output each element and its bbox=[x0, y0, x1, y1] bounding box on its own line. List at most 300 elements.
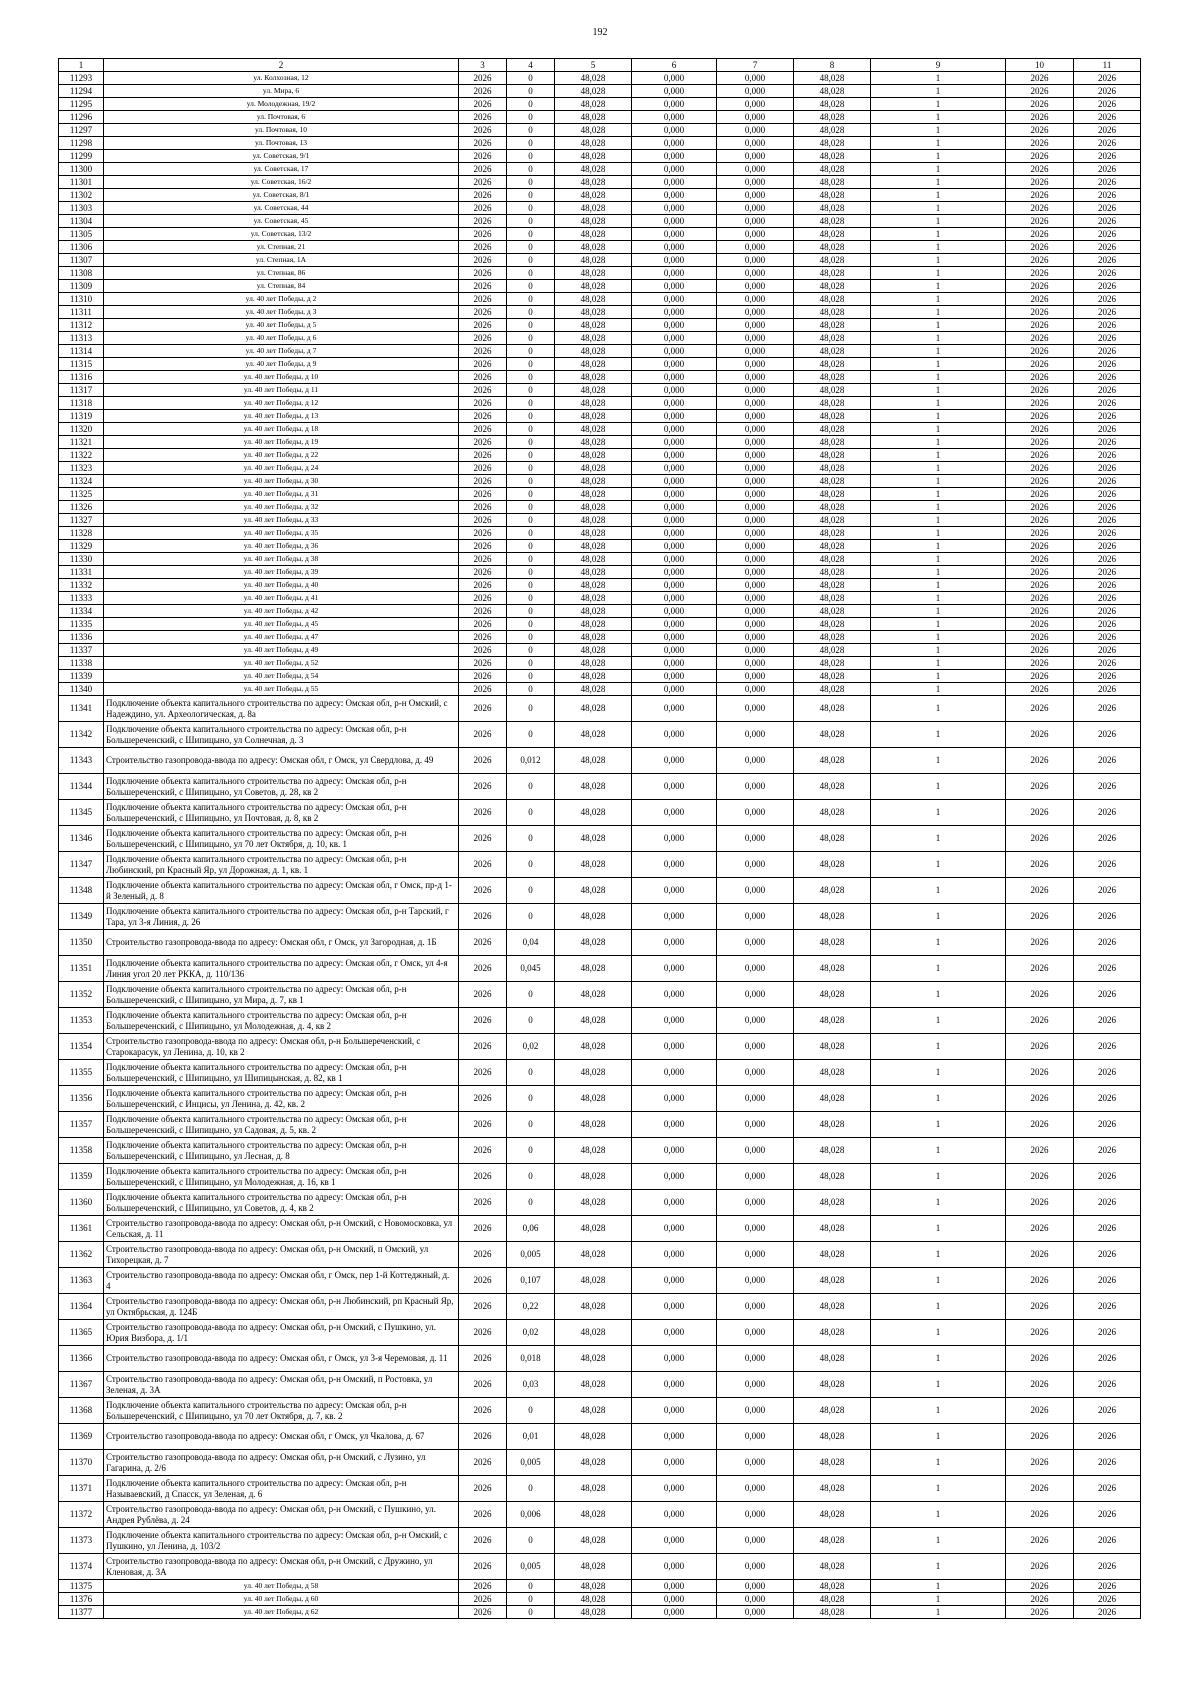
table-cell: 0,000 bbox=[632, 800, 717, 826]
table-cell: 0 bbox=[507, 241, 555, 254]
table-cell: 0,000 bbox=[717, 683, 794, 696]
table-cell: 2026 bbox=[459, 1294, 507, 1320]
table-cell: 1 bbox=[871, 852, 1006, 878]
table-cell: 0,006 bbox=[507, 1502, 555, 1528]
table-cell: 2026 bbox=[459, 748, 507, 774]
table-cell: 48,028 bbox=[555, 878, 632, 904]
table-cell: 0,22 bbox=[507, 1294, 555, 1320]
table-cell: 48,028 bbox=[555, 111, 632, 124]
table-cell: 0,000 bbox=[632, 345, 717, 358]
table-cell: 1 bbox=[871, 319, 1006, 332]
table-row bbox=[59, 631, 1141, 644]
table-cell: 0,000 bbox=[632, 514, 717, 527]
table-cell: 2026 bbox=[459, 1060, 507, 1086]
table-cell: 0 bbox=[507, 1008, 555, 1034]
table-cell: 2026 bbox=[1074, 1008, 1141, 1034]
table-cell: 0,000 bbox=[717, 163, 794, 176]
address-cell: ул. 40 лет Победы, д 38 bbox=[104, 553, 459, 566]
table-cell: 11340 bbox=[59, 683, 104, 696]
table-cell: 0 bbox=[507, 1606, 555, 1619]
table-cell: 0,000 bbox=[717, 1190, 794, 1216]
table-cell: 0,000 bbox=[632, 254, 717, 267]
table-cell: 1 bbox=[871, 163, 1006, 176]
table-cell: 0,000 bbox=[717, 306, 794, 319]
table-cell: 11360 bbox=[59, 1190, 104, 1216]
table-cell: 0,000 bbox=[717, 1502, 794, 1528]
address-cell: Подключение объекта капитального строительства по адресу: Омская обл, р-н Омский, с Пушкино, ул Ленина, д. 103/2 bbox=[104, 1528, 459, 1554]
table-cell: 0,000 bbox=[632, 85, 717, 98]
table-cell: 2026 bbox=[1074, 332, 1141, 345]
table-cell: 0 bbox=[507, 618, 555, 631]
table-cell: 0,000 bbox=[717, 358, 794, 371]
table-row bbox=[59, 137, 1141, 150]
table-cell: 0,000 bbox=[717, 137, 794, 150]
table-cell: 2026 bbox=[1006, 202, 1074, 215]
table-cell: 48,028 bbox=[794, 930, 871, 956]
table-cell: 48,028 bbox=[794, 1086, 871, 1112]
table-cell: 0,000 bbox=[632, 1528, 717, 1554]
table-cell: 0,000 bbox=[717, 1112, 794, 1138]
table-cell: 0,000 bbox=[717, 280, 794, 293]
table-cell: 1 bbox=[871, 800, 1006, 826]
header-cell: 9 bbox=[871, 59, 1006, 72]
table-cell: 2026 bbox=[1074, 722, 1141, 748]
table-cell: 0,000 bbox=[717, 423, 794, 436]
table-cell: 0 bbox=[507, 332, 555, 345]
table-cell: 0 bbox=[507, 319, 555, 332]
table-cell: 0 bbox=[507, 475, 555, 488]
table-cell: 0 bbox=[507, 137, 555, 150]
table-cell: 48,028 bbox=[555, 605, 632, 618]
table-cell: 0,000 bbox=[717, 748, 794, 774]
table-cell: 2026 bbox=[1006, 657, 1074, 670]
table-cell: 48,028 bbox=[794, 904, 871, 930]
table-cell: 1 bbox=[871, 670, 1006, 683]
table-cell: 11322 bbox=[59, 449, 104, 462]
table-cell: 11342 bbox=[59, 722, 104, 748]
table-cell: 48,028 bbox=[555, 501, 632, 514]
table-cell: 1 bbox=[871, 176, 1006, 189]
table-cell: 2026 bbox=[459, 488, 507, 501]
table-cell: 2026 bbox=[1074, 1554, 1141, 1580]
table-cell: 2026 bbox=[1006, 501, 1074, 514]
table-cell: 0,000 bbox=[717, 371, 794, 384]
table-cell: 2026 bbox=[1074, 111, 1141, 124]
table-cell: 0 bbox=[507, 1476, 555, 1502]
address-cell: ул. Мира, 6 bbox=[104, 85, 459, 98]
table-cell: 48,028 bbox=[555, 371, 632, 384]
table-cell: 0 bbox=[507, 228, 555, 241]
table-cell: 0,000 bbox=[632, 501, 717, 514]
table-row bbox=[59, 644, 1141, 657]
table-row bbox=[59, 1216, 1141, 1242]
table-cell: 2026 bbox=[1074, 397, 1141, 410]
table-cell: 0,000 bbox=[717, 1398, 794, 1424]
table-cell: 1 bbox=[871, 878, 1006, 904]
table-cell: 2026 bbox=[1074, 800, 1141, 826]
table-cell: 11343 bbox=[59, 748, 104, 774]
table-cell: 1 bbox=[871, 215, 1006, 228]
table-cell: 0 bbox=[507, 449, 555, 462]
table-row bbox=[59, 553, 1141, 566]
table-cell: 0,000 bbox=[632, 358, 717, 371]
address-cell: ул. 40 лет Победы, д 55 bbox=[104, 683, 459, 696]
address-cell: Подключение объекта капитального строительства по адресу: Омская обл, р-н Называевский, д Спасск, ул Зеленая, д. 6 bbox=[104, 1476, 459, 1502]
table-cell: 0 bbox=[507, 644, 555, 657]
address-cell: Строительство газопровода-ввода по адресу: Омская обл, г Омск, ул Чкалова, д. 67 bbox=[104, 1424, 459, 1450]
table-cell: 0,000 bbox=[632, 267, 717, 280]
table-cell: 0,000 bbox=[717, 176, 794, 189]
table-cell: 1 bbox=[871, 293, 1006, 306]
table-cell: 11301 bbox=[59, 176, 104, 189]
table-cell: 0 bbox=[507, 488, 555, 501]
table-row bbox=[59, 1034, 1141, 1060]
table-cell: 48,028 bbox=[794, 150, 871, 163]
table-cell: 0,000 bbox=[632, 1593, 717, 1606]
table-row bbox=[59, 1086, 1141, 1112]
table-body bbox=[59, 72, 1141, 1619]
table-cell: 2026 bbox=[459, 1606, 507, 1619]
table-cell: 1 bbox=[871, 1372, 1006, 1398]
table-cell: 2026 bbox=[1074, 1398, 1141, 1424]
table-cell: 48,028 bbox=[794, 280, 871, 293]
table-row bbox=[59, 332, 1141, 345]
table-cell: 2026 bbox=[459, 826, 507, 852]
address-cell: Подключение объекта капитального строительства по адресу: Омская обл, р-н Омский, с Надеждино, ул. Археологическая, д. 8а bbox=[104, 696, 459, 722]
table-cell: 2026 bbox=[1074, 956, 1141, 982]
table-cell: 48,028 bbox=[555, 1450, 632, 1476]
address-cell: Подключение объекта капитального строительства по адресу: Омская обл, р-н Большереченский, с Шипицыно, ул Советов, д. 28, кв 2 bbox=[104, 774, 459, 800]
table-cell: 0,000 bbox=[717, 1346, 794, 1372]
table-cell: 11309 bbox=[59, 280, 104, 293]
table-cell: 2026 bbox=[459, 176, 507, 189]
table-cell: 11311 bbox=[59, 306, 104, 319]
table-cell: 1 bbox=[871, 332, 1006, 345]
address-cell: ул. Советская, 16/2 bbox=[104, 176, 459, 189]
table-cell: 2026 bbox=[459, 1346, 507, 1372]
table-cell: 48,028 bbox=[555, 774, 632, 800]
table-cell: 1 bbox=[871, 1086, 1006, 1112]
table-cell: 0,000 bbox=[632, 1346, 717, 1372]
table-cell: 48,028 bbox=[555, 1112, 632, 1138]
table-cell: 0,000 bbox=[717, 345, 794, 358]
table-cell: 1 bbox=[871, 696, 1006, 722]
table-cell: 0,000 bbox=[632, 436, 717, 449]
table-cell: 0 bbox=[507, 254, 555, 267]
table-cell: 0,000 bbox=[717, 293, 794, 306]
table-cell: 2026 bbox=[459, 1593, 507, 1606]
table-cell: 0,000 bbox=[632, 488, 717, 501]
table-cell: 0,000 bbox=[717, 956, 794, 982]
table-cell: 11305 bbox=[59, 228, 104, 241]
table-cell: 48,028 bbox=[555, 566, 632, 579]
table-cell: 1 bbox=[871, 1593, 1006, 1606]
table-row bbox=[59, 514, 1141, 527]
table-cell: 0 bbox=[507, 800, 555, 826]
table-cell: 0,000 bbox=[632, 410, 717, 423]
table-cell: 0,000 bbox=[717, 332, 794, 345]
table-cell: 11355 bbox=[59, 1060, 104, 1086]
table-cell: 48,028 bbox=[794, 475, 871, 488]
table-cell: 48,028 bbox=[794, 605, 871, 618]
table-row bbox=[59, 1580, 1141, 1593]
table-cell: 11302 bbox=[59, 189, 104, 202]
table-cell: 0,000 bbox=[632, 1294, 717, 1320]
table-cell: 48,028 bbox=[555, 514, 632, 527]
address-cell: ул. 40 лет Победы, д 9 bbox=[104, 358, 459, 371]
table-cell: 2026 bbox=[1074, 1320, 1141, 1346]
table-cell: 0,000 bbox=[632, 293, 717, 306]
table-cell: 48,028 bbox=[555, 293, 632, 306]
address-cell: ул. 40 лет Победы, д 47 bbox=[104, 631, 459, 644]
table-row bbox=[59, 176, 1141, 189]
table-cell: 11338 bbox=[59, 657, 104, 670]
table-row bbox=[59, 852, 1141, 878]
table-cell: 48,028 bbox=[794, 1190, 871, 1216]
table-cell: 48,028 bbox=[794, 241, 871, 254]
table-cell: 48,028 bbox=[794, 579, 871, 592]
table-cell: 2026 bbox=[1006, 540, 1074, 553]
table-cell: 2026 bbox=[1006, 1424, 1074, 1450]
table-cell: 48,028 bbox=[555, 449, 632, 462]
table-cell: 48,028 bbox=[794, 1138, 871, 1164]
table-cell: 48,028 bbox=[555, 1528, 632, 1554]
address-cell: ул. 40 лет Победы, д 19 bbox=[104, 436, 459, 449]
table-cell: 48,028 bbox=[555, 488, 632, 501]
table-cell: 0 bbox=[507, 410, 555, 423]
table-cell: 48,028 bbox=[794, 1242, 871, 1268]
table-cell: 1 bbox=[871, 1268, 1006, 1294]
table-cell: 2026 bbox=[1006, 267, 1074, 280]
table-cell: 2026 bbox=[1074, 215, 1141, 228]
table-cell: 2026 bbox=[1074, 514, 1141, 527]
table-cell: 2026 bbox=[459, 410, 507, 423]
table-cell: 0,000 bbox=[717, 384, 794, 397]
table-row bbox=[59, 1138, 1141, 1164]
table-row bbox=[59, 449, 1141, 462]
table-cell: 0,000 bbox=[717, 1008, 794, 1034]
table-cell: 11333 bbox=[59, 592, 104, 605]
table-cell: 48,028 bbox=[794, 644, 871, 657]
table-cell: 2026 bbox=[459, 254, 507, 267]
table-cell: 0 bbox=[507, 111, 555, 124]
header-cell: 5 bbox=[555, 59, 632, 72]
table-cell: 0,000 bbox=[632, 280, 717, 293]
table-cell: 48,028 bbox=[555, 1294, 632, 1320]
table-cell: 48,028 bbox=[555, 1060, 632, 1086]
table-cell: 11359 bbox=[59, 1164, 104, 1190]
table-cell: 2026 bbox=[459, 501, 507, 514]
table-row bbox=[59, 189, 1141, 202]
table-cell: 48,028 bbox=[555, 72, 632, 85]
table-cell: 2026 bbox=[1006, 475, 1074, 488]
table-cell: 2026 bbox=[1006, 982, 1074, 1008]
table-cell: 48,028 bbox=[555, 124, 632, 137]
table-cell: 2026 bbox=[459, 241, 507, 254]
table-row bbox=[59, 527, 1141, 540]
table-cell: 1 bbox=[871, 631, 1006, 644]
table-cell: 48,028 bbox=[794, 98, 871, 111]
table-cell: 48,028 bbox=[794, 85, 871, 98]
table-cell: 0 bbox=[507, 982, 555, 1008]
table-cell: 2026 bbox=[1074, 254, 1141, 267]
table-cell: 2026 bbox=[459, 1372, 507, 1398]
table-cell: 2026 bbox=[459, 540, 507, 553]
table-cell: 0,000 bbox=[717, 800, 794, 826]
table-cell: 48,028 bbox=[794, 878, 871, 904]
table-cell: 1 bbox=[871, 254, 1006, 267]
table-cell: 48,028 bbox=[555, 592, 632, 605]
table-cell: 2026 bbox=[1006, 488, 1074, 501]
table-cell: 0,018 bbox=[507, 1346, 555, 1372]
table-cell: 2026 bbox=[1006, 1190, 1074, 1216]
table-cell: 2026 bbox=[1074, 423, 1141, 436]
table-cell: 1 bbox=[871, 111, 1006, 124]
table-cell: 2026 bbox=[1074, 202, 1141, 215]
table-cell: 0 bbox=[507, 553, 555, 566]
table-cell: 1 bbox=[871, 345, 1006, 358]
table-cell: 48,028 bbox=[794, 436, 871, 449]
table-cell: 48,028 bbox=[794, 293, 871, 306]
table-cell: 2026 bbox=[1006, 878, 1074, 904]
address-cell: ул. 40 лет Победы, д 13 bbox=[104, 410, 459, 423]
table-cell: 2026 bbox=[459, 475, 507, 488]
table-cell: 48,028 bbox=[794, 332, 871, 345]
table-cell: 1 bbox=[871, 1216, 1006, 1242]
table-cell: 0 bbox=[507, 1528, 555, 1554]
table-cell: 2026 bbox=[459, 384, 507, 397]
table-cell: 2026 bbox=[1006, 696, 1074, 722]
table-cell: 2026 bbox=[1074, 1450, 1141, 1476]
address-cell: ул. 40 лет Победы, д 6 bbox=[104, 332, 459, 345]
table-cell: 2026 bbox=[1074, 1476, 1141, 1502]
table-cell: 1 bbox=[871, 189, 1006, 202]
table-cell: 0,000 bbox=[632, 371, 717, 384]
table-cell: 2026 bbox=[1074, 345, 1141, 358]
table-cell: 0,000 bbox=[632, 150, 717, 163]
table-cell: 11325 bbox=[59, 488, 104, 501]
address-cell: ул. Советская, 45 bbox=[104, 215, 459, 228]
table-cell: 1 bbox=[871, 683, 1006, 696]
table-row bbox=[59, 293, 1141, 306]
table-cell: 48,028 bbox=[555, 1346, 632, 1372]
table-cell: 11336 bbox=[59, 631, 104, 644]
table-cell: 2026 bbox=[1074, 176, 1141, 189]
table-cell: 0,000 bbox=[717, 904, 794, 930]
table-cell: 11357 bbox=[59, 1112, 104, 1138]
table-cell: 48,028 bbox=[794, 800, 871, 826]
table-cell: 2026 bbox=[459, 1242, 507, 1268]
table-cell: 1 bbox=[871, 1424, 1006, 1450]
table-row bbox=[59, 774, 1141, 800]
table-cell: 48,028 bbox=[794, 631, 871, 644]
table-cell: 1 bbox=[871, 1606, 1006, 1619]
table-row bbox=[59, 267, 1141, 280]
table-cell: 48,028 bbox=[555, 202, 632, 215]
table-cell: 0,000 bbox=[717, 930, 794, 956]
table-cell: 48,028 bbox=[555, 696, 632, 722]
table-cell: 48,028 bbox=[794, 228, 871, 241]
table-cell: 11299 bbox=[59, 150, 104, 163]
table-cell: 11295 bbox=[59, 98, 104, 111]
table-cell: 2026 bbox=[1006, 215, 1074, 228]
table-cell: 2026 bbox=[1006, 1086, 1074, 1112]
table-cell: 0,000 bbox=[717, 254, 794, 267]
table-cell: 2026 bbox=[1006, 1346, 1074, 1372]
table-cell: 11349 bbox=[59, 904, 104, 930]
table-row bbox=[59, 904, 1141, 930]
table-cell: 1 bbox=[871, 514, 1006, 527]
table-cell: 48,028 bbox=[555, 683, 632, 696]
table-cell: 2026 bbox=[1006, 72, 1074, 85]
table-cell: 1 bbox=[871, 436, 1006, 449]
table-cell: 0,000 bbox=[717, 1138, 794, 1164]
table-cell: 1 bbox=[871, 358, 1006, 371]
header-cell: 1 bbox=[59, 59, 104, 72]
table-cell: 0,000 bbox=[717, 982, 794, 1008]
table-cell: 0,000 bbox=[717, 540, 794, 553]
table-cell: 11370 bbox=[59, 1450, 104, 1476]
table-cell: 11300 bbox=[59, 163, 104, 176]
table-cell: 2026 bbox=[1006, 85, 1074, 98]
table-cell: 1 bbox=[871, 85, 1006, 98]
address-cell: ул. Степная, 21 bbox=[104, 241, 459, 254]
table-cell: 11306 bbox=[59, 241, 104, 254]
table-cell: 0,000 bbox=[717, 1320, 794, 1346]
table-row bbox=[59, 319, 1141, 332]
table-row bbox=[59, 956, 1141, 982]
table-cell: 2026 bbox=[459, 137, 507, 150]
table-cell: 0,000 bbox=[717, 1294, 794, 1320]
table-cell: 2026 bbox=[459, 1138, 507, 1164]
table-cell: 2026 bbox=[1006, 800, 1074, 826]
table-cell: 0,000 bbox=[632, 683, 717, 696]
table-cell: 0,000 bbox=[632, 1606, 717, 1619]
table-cell: 2026 bbox=[1006, 111, 1074, 124]
table-cell: 0 bbox=[507, 826, 555, 852]
table-cell: 2026 bbox=[459, 592, 507, 605]
table-cell: 2026 bbox=[1006, 150, 1074, 163]
table-cell: 11296 bbox=[59, 111, 104, 124]
table-cell: 0,000 bbox=[632, 644, 717, 657]
table-cell: 0,000 bbox=[632, 163, 717, 176]
table-cell: 0,000 bbox=[632, 384, 717, 397]
table-cell: 48,028 bbox=[794, 722, 871, 748]
table-cell: 2026 bbox=[1006, 683, 1074, 696]
table-cell: 2026 bbox=[1006, 748, 1074, 774]
table-cell: 0 bbox=[507, 1398, 555, 1424]
table-cell: 11316 bbox=[59, 371, 104, 384]
table-cell: 48,028 bbox=[555, 1398, 632, 1424]
table-cell: 1 bbox=[871, 1034, 1006, 1060]
table-row bbox=[59, 982, 1141, 1008]
table-cell: 2026 bbox=[1074, 85, 1141, 98]
table-cell: 11313 bbox=[59, 332, 104, 345]
table-cell: 0 bbox=[507, 852, 555, 878]
table-cell: 2026 bbox=[459, 774, 507, 800]
table-cell: 11330 bbox=[59, 553, 104, 566]
table-cell: 0,000 bbox=[632, 540, 717, 553]
table-cell: 11358 bbox=[59, 1138, 104, 1164]
table-cell: 2026 bbox=[1006, 670, 1074, 683]
table-cell: 11350 bbox=[59, 930, 104, 956]
table-cell: 48,028 bbox=[555, 1593, 632, 1606]
table-cell: 48,028 bbox=[555, 1320, 632, 1346]
table-cell: 2026 bbox=[1074, 98, 1141, 111]
table-cell: 2026 bbox=[1006, 774, 1074, 800]
table-cell: 0,000 bbox=[632, 1476, 717, 1502]
table-cell: 0,000 bbox=[717, 436, 794, 449]
